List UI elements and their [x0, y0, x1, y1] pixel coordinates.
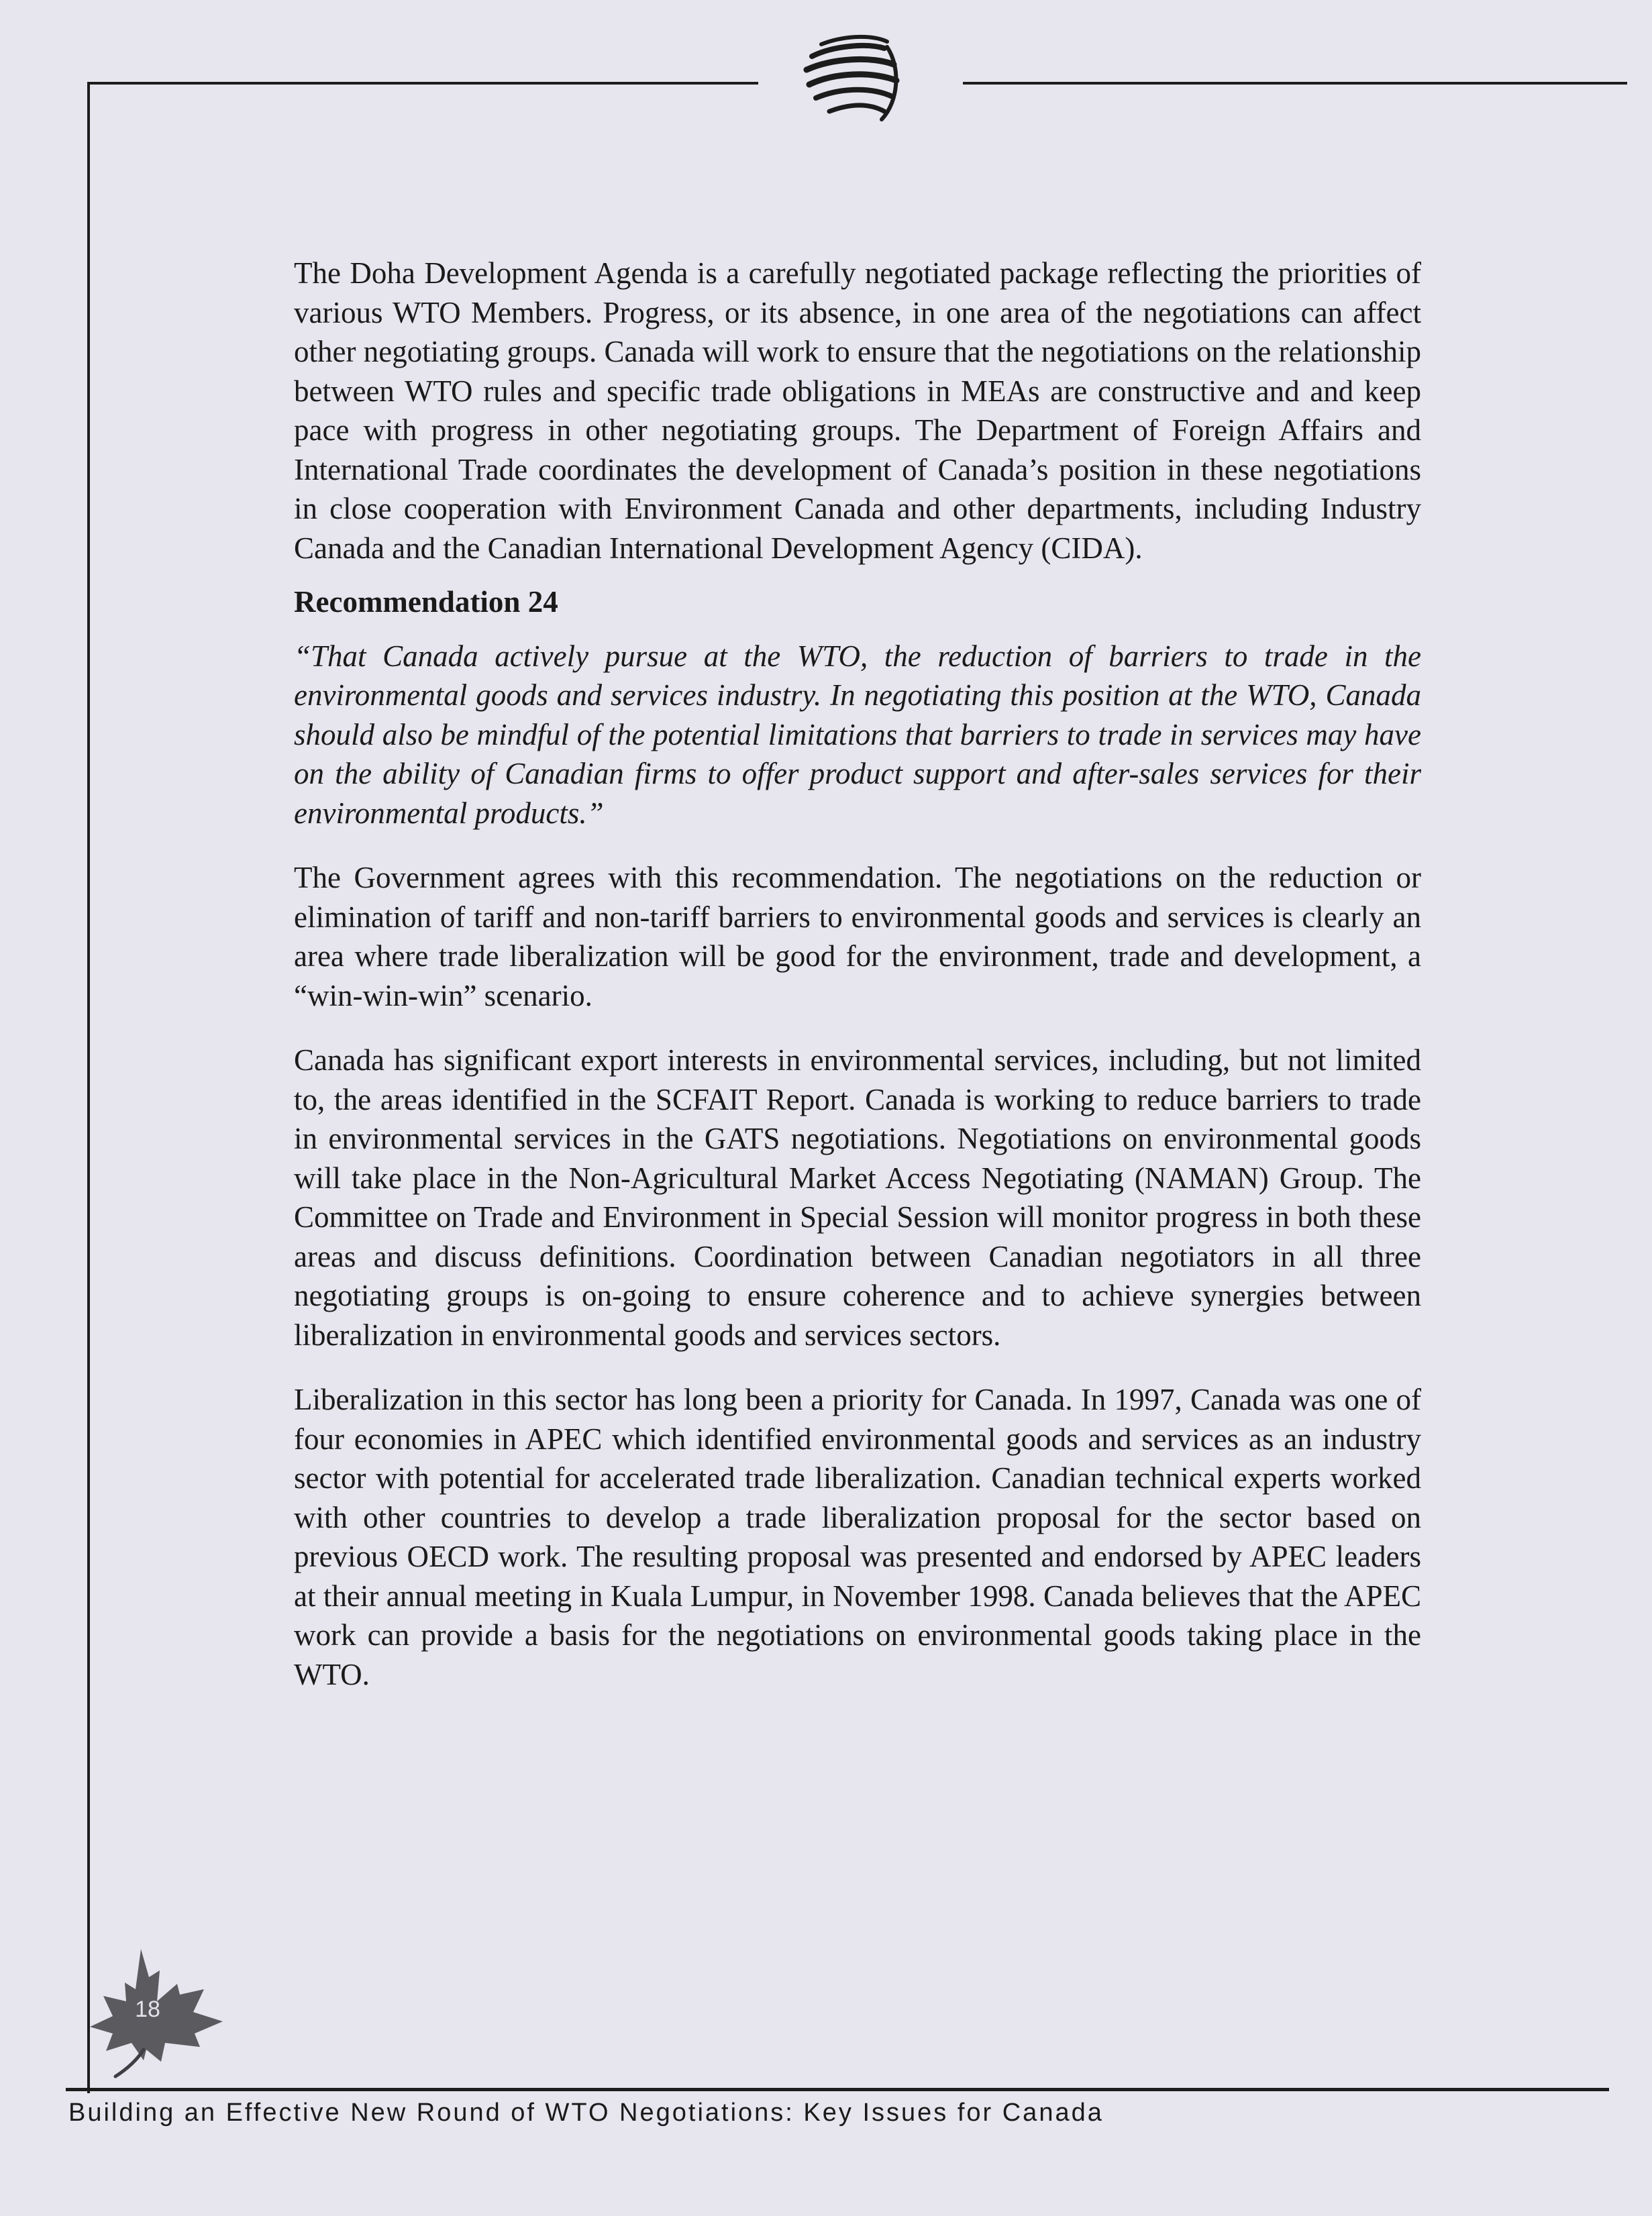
page-number: 18	[135, 1997, 160, 2022]
wto-globe-logo-icon	[786, 27, 921, 134]
body-paragraph-liberalization: Liberalization in this sector has long been a priority for Canada. In 1997, Canada was one of four economies in APEC which identified environmental goods and services as an industry sector with potential for accelerated trade liberalization. Canadian technical experts worked with other countries to develop a trade liberalization proposal for the sector based on previous OECD work. The resulting proposal was presented and endorsed by APEC leaders at their annual meeting in Kuala Lumpur, in November 1998. Canada believes that the APEC work can provide a basis for the negotiations on environmental goods taking place in the WTO.	[294, 1383, 1421, 1691]
frame-top-rule-left	[87, 82, 758, 85]
recommendation-heading: Recommendation 24	[294, 585, 558, 619]
frame-bottom-rule	[66, 2088, 1609, 2091]
frame-left-rule	[87, 82, 90, 2093]
body-paragraph-government-response: The Government agrees with this recommendation. The negotiations on the reduction or elimination of tariff and non-tariff barriers to environmental goods and services is clearly an area where trade liberalization will be good for the environment, trade and development, a “win-win-win” scenario.	[294, 861, 1421, 1012]
frame-top-rule-right	[963, 82, 1627, 85]
main-content	[294, 254, 1421, 1694]
body-paragraph-export-interests: Canada has significant export interests in environmental services, including, but not limited to, the areas identified in the SCFAIT Report. Canada is working to reduce barriers to trade in environmental services in the GATS negotiations. Negotiations on environmental goods will take place in the Non-Agricultural Market Access Negotiating (NAMAN) Group. The Committee on Trade and Environment in Special Session will monitor progress in both these areas and discuss definitions. Coordination between Canadian negotiators in all three negotiating groups is on-going to ensure coherence and to achieve synergies between liberalization in environmental goods and services sectors.	[294, 1043, 1421, 1352]
body-paragraph-doha: The Doha Development Agenda is a carefully negotiated package reflecting the priorities of various WTO Members. Progress, or its absence, in one area of the negotiations can affect other negotiating groups. Canada will work to ensure that the negotiations on the relationship between WTO rules and specific trade obligations in MEAs are constructive and and keep pace with progress in other negotiating groups. The Department of Foreign Affairs and International Trade coordinates the development of Canada’s position in these negotiations in close cooperation with Environment Canada and other departments, including Industry Canada and the Canadian International Development Agency (CIDA).	[294, 256, 1421, 565]
recommendation-quote: “That Canada actively pursue at the WTO, the reduction of barriers to trade in the environmental goods and services industry. In negotiating this position at the WTO, Canada should also be mindful of the potential limitations that barriers to trade in services may have on the ability of Canadian firms to offer product support and after-sales services for their environmental products.”	[294, 639, 1421, 830]
footer-title: Building an Effective New Round of WTO Negotiations: Key Issues for Canada	[68, 2099, 1104, 2127]
